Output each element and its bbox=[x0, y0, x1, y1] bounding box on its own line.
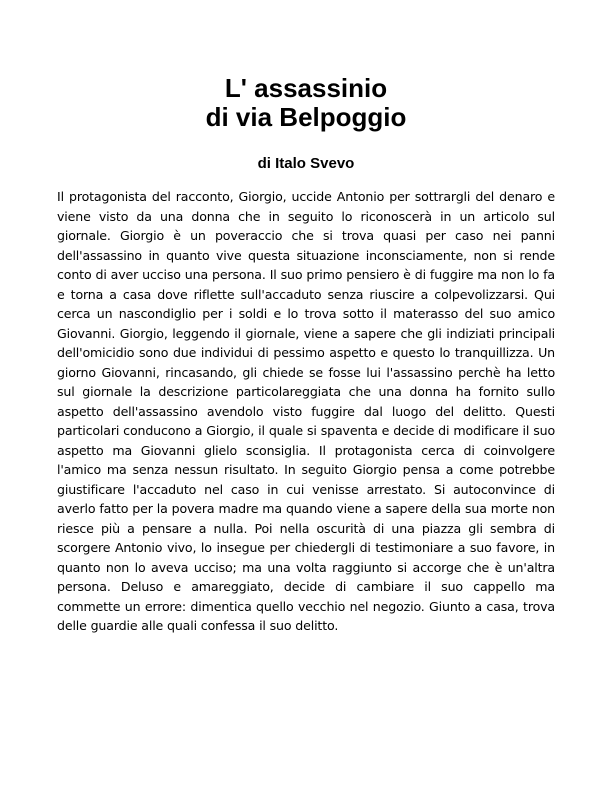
title-line-2: di via Belpoggio bbox=[205, 102, 407, 132]
document-title bbox=[0, 74, 612, 132]
title-line-1: L' assassinio bbox=[224, 73, 388, 103]
summary-paragraph: Il protagonista del racconto, Giorgio, uccide Antonio per sottrargli del denaro e viene visto da una donna che in seguito lo riconoscerà in un articolo sul giornale. Giorgio è un poveraccio che si trova quasi per caso nei panni dell'assassino in quanto vive questa situazione inconsciamente, non si rende conto di aver ucciso una persona. Il suo primo pensiero è di fuggire ma non lo fa e torna a casa dove riflette sull'accaduto senza riuscire a colpevolizzarsi. Qui cerca un nascondiglio per i soldi e lo trova sotto il materasso del suo amico Giovanni. Giorgio, leggendo il giornale, viene a sapere che gli indiziati principali dell'omicidio sono due individui di pessimo aspetto e questo lo tranquillizza. Un giorno Giovanni, rincasando, gli chiede se fosse lui l'assassino perchè ha letto sul giornale la descrizione particolareggiata che una donna ha fornito sullo aspetto dell'assassino avendolo visto fuggire dal luogo del delitto. Questi particolari conducono a Giorgio, il quale si spaventa e decide di modificare il suo aspetto ma Giovanni glielo sconsiglia. Il protagonista cerca di coinvolgere l'amico ma senza nessun risultato. In seguito Giorgio pensa a come potrebbe giustificare l'accaduto nel caso in cui venisse arrestato. Si autoconvince di averlo fatto per la povera madre ma quando viene a sapere della sua morte non riesce più a pensare a nulla. Poi nella oscurità di una piazza gli sembra di scorgere Antonio vivo, lo insegue per chiedergli di testimoniare a suo favore, in quanto non lo aveva ucciso; ma una volta raggiunto si accorge che è un'altra persona. Deluso e amareggiato, decide di cambiare il suo cappello ma commette un errore: dimentica quello vecchio nel negozio. Giunto a casa, trova delle guardie alle quali confessa il suo delitto. bbox=[57, 189, 555, 633]
author-line: di Italo Svevo bbox=[257, 155, 355, 172]
